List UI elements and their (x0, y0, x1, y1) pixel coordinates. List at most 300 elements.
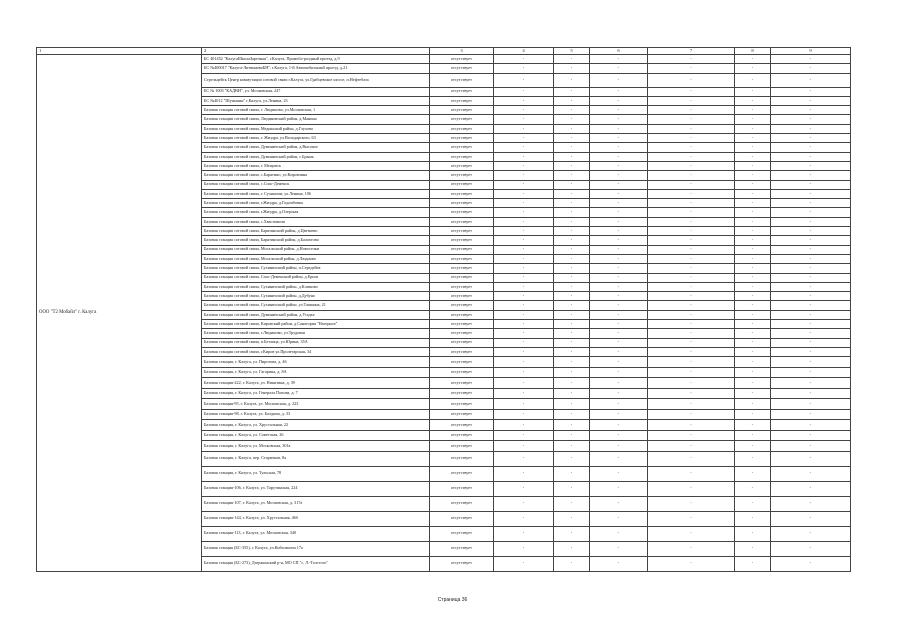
empty-value-cell: - (554, 208, 590, 217)
empty-value-cell: - (590, 292, 648, 301)
status-cell: отсутствует (430, 124, 494, 133)
empty-value-cell: - (494, 451, 554, 466)
register-table (36, 47, 851, 572)
status-cell: отсутствует (430, 87, 494, 96)
status-cell: отсутствует (430, 378, 494, 389)
empty-value-cell: - (590, 106, 648, 115)
empty-value-cell: - (554, 388, 590, 399)
empty-value-cell: - (590, 310, 648, 319)
empty-value-cell: - (590, 143, 648, 152)
empty-value-cell: - (771, 64, 851, 73)
empty-value-cell: - (771, 106, 851, 115)
empty-value-cell: - (648, 347, 735, 356)
empty-value-cell: - (648, 199, 735, 208)
empty-value-cell: - (735, 357, 771, 368)
empty-value-cell: - (735, 273, 771, 282)
station-name: Базовая станция сотовой связи, г. Жиздра, ул.Володарского, 63 (202, 134, 430, 143)
status-cell: отсутствует (430, 329, 494, 338)
empty-value-cell: - (648, 526, 735, 541)
empty-value-cell: - (771, 236, 851, 245)
empty-value-cell: - (648, 441, 735, 452)
empty-value-cell: - (771, 441, 851, 452)
empty-value-cell: - (590, 73, 648, 87)
empty-value-cell: - (494, 199, 554, 208)
status-cell: отсутствует (430, 161, 494, 170)
station-name: Базовая станция сотовой связи, Думиничский район, д.Усадье (202, 310, 430, 319)
empty-value-cell: - (648, 511, 735, 526)
empty-value-cell: - (494, 292, 554, 301)
status-cell: отсутствует (430, 511, 494, 526)
column-number: 4 (494, 48, 554, 55)
empty-value-cell: - (494, 96, 554, 105)
empty-value-cell: - (494, 245, 554, 254)
empty-value-cell: - (494, 208, 554, 217)
station-name: Базовая станция сотовой связи, г.Жиздра, д.Озерская (202, 208, 430, 217)
empty-value-cell: - (771, 217, 851, 226)
station-name: Базовая станция сотовой связи, Сухиничский район, д.Климово (202, 282, 430, 291)
empty-value-cell: - (590, 189, 648, 198)
station-name: Базовая станция сотовой связи, Барятинский район, д.Балахтово (202, 236, 430, 245)
empty-value-cell: - (494, 388, 554, 399)
column-number-row (37, 48, 851, 55)
empty-value-cell: - (735, 388, 771, 399)
empty-value-cell: - (554, 161, 590, 170)
empty-value-cell: - (554, 409, 590, 420)
empty-value-cell: - (771, 430, 851, 441)
empty-value-cell: - (735, 254, 771, 263)
empty-value-cell: - (494, 541, 554, 556)
empty-value-cell: - (554, 511, 590, 526)
empty-value-cell: - (590, 367, 648, 378)
empty-value-cell: - (771, 556, 851, 571)
station-name: Базовая станция сотовой связи, п.Бетлица, ул.Юрина, 35А (202, 338, 430, 347)
empty-value-cell: - (590, 541, 648, 556)
empty-value-cell: - (648, 152, 735, 161)
station-name: Базовая станция, г. Калуга, ул. Советская, 26 (202, 430, 430, 441)
empty-value-cell: - (554, 264, 590, 273)
empty-value-cell: - (648, 430, 735, 441)
station-name: Базовая станция-95, г. Калуга, ул. Московская, д. 223 (202, 399, 430, 410)
empty-value-cell: - (494, 441, 554, 452)
station-name: Базовая станция, г. Калуга, ул. Московская, 301а (202, 441, 430, 452)
empty-value-cell: - (590, 481, 648, 496)
empty-value-cell: - (554, 301, 590, 310)
empty-value-cell: - (771, 338, 851, 347)
empty-value-cell: - (735, 115, 771, 124)
status-cell: отсутствует (430, 171, 494, 180)
empty-value-cell: - (648, 496, 735, 511)
empty-value-cell: - (771, 273, 851, 282)
empty-value-cell: - (648, 466, 735, 481)
empty-value-cell: - (554, 338, 590, 347)
empty-value-cell: - (590, 420, 648, 431)
empty-value-cell: - (771, 511, 851, 526)
table-row (37, 55, 851, 64)
empty-value-cell: - (771, 399, 851, 410)
empty-value-cell: - (590, 134, 648, 143)
empty-value-cell: - (590, 301, 648, 310)
status-cell: отсутствует (430, 227, 494, 236)
empty-value-cell: - (494, 143, 554, 152)
empty-value-cell: - (494, 115, 554, 124)
empty-value-cell: - (590, 236, 648, 245)
empty-value-cell: - (494, 329, 554, 338)
empty-value-cell: - (648, 320, 735, 329)
empty-value-cell: - (590, 388, 648, 399)
empty-value-cell: - (494, 511, 554, 526)
station-name: Базовая станция, г. Калуга, ул. Тульская, 78 (202, 466, 430, 481)
empty-value-cell: - (554, 180, 590, 189)
empty-value-cell: - (554, 430, 590, 441)
empty-value-cell: - (735, 430, 771, 441)
status-cell: отсутствует (430, 208, 494, 217)
empty-value-cell: - (554, 217, 590, 226)
empty-value-cell: - (735, 556, 771, 571)
empty-value-cell: - (494, 466, 554, 481)
empty-value-cell: - (648, 134, 735, 143)
empty-value-cell: - (554, 199, 590, 208)
empty-value-cell: - (735, 134, 771, 143)
empty-value-cell: - (554, 329, 590, 338)
empty-value-cell: - (735, 320, 771, 329)
empty-value-cell: - (590, 347, 648, 356)
empty-value-cell: - (771, 451, 851, 466)
empty-value-cell: - (590, 556, 648, 571)
empty-value-cell: - (554, 171, 590, 180)
station-name: Базовая станция-222, г. Калуга, ул. Никитина, д. 39 (202, 378, 430, 389)
column-number: 8 (735, 48, 771, 55)
empty-value-cell: - (648, 556, 735, 571)
status-cell: отсутствует (430, 441, 494, 452)
organization-name: ООО "Т2 Мобайл" г. Калуга (37, 55, 202, 572)
empty-value-cell: - (590, 451, 648, 466)
empty-value-cell: - (648, 451, 735, 466)
status-cell: отсутствует (430, 73, 494, 87)
station-name: Базовая станция сотовой связи, г. Мещовск (202, 161, 430, 170)
status-cell: отсутствует (430, 556, 494, 571)
empty-value-cell: - (735, 217, 771, 226)
empty-value-cell: - (735, 496, 771, 511)
empty-value-cell: - (494, 189, 554, 198)
empty-value-cell: - (590, 357, 648, 368)
empty-value-cell: - (735, 367, 771, 378)
station-name: Базовая станция сотовой связи, Думиничский район, с.Брынь (202, 152, 430, 161)
empty-value-cell: - (554, 310, 590, 319)
empty-value-cell: - (648, 329, 735, 338)
empty-value-cell: - (648, 541, 735, 556)
empty-value-cell: - (735, 511, 771, 526)
status-cell: отсутствует (430, 180, 494, 189)
station-name: Базовая станция-98, г. Калуга, ул. Болдина, д. 33 (202, 409, 430, 420)
status-cell: отсутствует (430, 143, 494, 152)
empty-value-cell: - (771, 347, 851, 356)
empty-value-cell: - (648, 273, 735, 282)
station-name: Базовая станция-106, г. Калуга, ул. Тарутинская, 224 (202, 481, 430, 496)
empty-value-cell: - (648, 208, 735, 217)
empty-value-cell: - (735, 378, 771, 389)
status-cell: отсутствует (430, 254, 494, 263)
station-name: Базовая станция сотовой связи, Сухиничский район, д.Дубуно (202, 292, 430, 301)
status-cell: отсутствует (430, 64, 494, 73)
empty-value-cell: - (590, 496, 648, 511)
status-cell: отсутствует (430, 338, 494, 347)
empty-value-cell: - (735, 541, 771, 556)
empty-value-cell: - (771, 310, 851, 319)
station-name: Базовая станция сотовой связи, г. Людиново, ул.Московская, 1 (202, 106, 430, 115)
empty-value-cell: - (494, 180, 554, 189)
station-name: Базовая станция сотовой связи, Мосальский район, д.Людново (202, 254, 430, 263)
status-cell: отсутствует (430, 152, 494, 161)
empty-value-cell: - (494, 87, 554, 96)
empty-value-cell: - (554, 236, 590, 245)
status-cell: отсутствует (430, 481, 494, 496)
empty-value-cell: - (648, 399, 735, 410)
empty-value-cell: - (735, 171, 771, 180)
empty-value-cell: - (648, 245, 735, 254)
station-name: Базовая станция сотовой связи, Людиновский район, д.Манино (202, 115, 430, 124)
station-name: Базовая станция (БС-355), г. Калуга, ул.Кибальчича 17а (202, 541, 430, 556)
empty-value-cell: - (554, 378, 590, 389)
empty-value-cell: - (771, 264, 851, 273)
empty-value-cell: - (648, 227, 735, 236)
empty-value-cell: - (735, 292, 771, 301)
empty-value-cell: - (554, 526, 590, 541)
status-cell: отсутствует (430, 526, 494, 541)
empty-value-cell: - (494, 338, 554, 347)
empty-value-cell: - (648, 64, 735, 73)
empty-value-cell: - (771, 55, 851, 64)
empty-value-cell: - (648, 55, 735, 64)
status-cell: отсутствует (430, 292, 494, 301)
empty-value-cell: - (590, 199, 648, 208)
status-cell: отсутствует (430, 347, 494, 356)
empty-value-cell: - (648, 236, 735, 245)
empty-value-cell: - (494, 73, 554, 87)
empty-value-cell: - (494, 347, 554, 356)
empty-value-cell: - (590, 124, 648, 133)
empty-value-cell: - (494, 526, 554, 541)
empty-value-cell: - (554, 292, 590, 301)
empty-value-cell: - (648, 338, 735, 347)
empty-value-cell: - (590, 152, 648, 161)
empty-value-cell: - (771, 96, 851, 105)
empty-value-cell: - (648, 217, 735, 226)
empty-value-cell: - (648, 87, 735, 96)
station-name: Базовая станция, г. Калуга, ул. Хрустальная, 22 (202, 420, 430, 431)
empty-value-cell: - (771, 301, 851, 310)
empty-value-cell: - (735, 420, 771, 431)
empty-value-cell: - (554, 152, 590, 161)
empty-value-cell: - (590, 254, 648, 263)
empty-value-cell: - (554, 134, 590, 143)
column-number: 6 (590, 48, 648, 55)
status-cell: отсутствует (430, 236, 494, 245)
station-name: Базовая станция сотовой связи, Барятинский район, д.Цветнево (202, 227, 430, 236)
empty-value-cell: - (590, 87, 648, 96)
empty-value-cell: - (494, 367, 554, 378)
station-name: Базовая станция сотовой связи, Сухиничский район, п.Середейск (202, 264, 430, 273)
empty-value-cell: - (590, 526, 648, 541)
empty-value-cell: - (590, 245, 648, 254)
empty-value-cell: - (554, 124, 590, 133)
status-cell: отсутствует (430, 541, 494, 556)
column-number: 7 (648, 48, 735, 55)
empty-value-cell: - (554, 115, 590, 124)
empty-value-cell: - (648, 180, 735, 189)
empty-value-cell: - (554, 481, 590, 496)
empty-value-cell: - (735, 189, 771, 198)
empty-value-cell: - (554, 254, 590, 263)
empty-value-cell: - (648, 301, 735, 310)
empty-value-cell: - (771, 526, 851, 541)
status-cell: отсутствует (430, 451, 494, 466)
empty-value-cell: - (494, 273, 554, 282)
empty-value-cell: - (771, 227, 851, 236)
empty-value-cell: - (648, 171, 735, 180)
table-body (37, 48, 851, 572)
station-name: Стрельцейск Центр коммутации сотовой связи г.Калуга, ул.Грабцевское шоссе, п.Нефтебаза (202, 73, 430, 87)
empty-value-cell: - (494, 409, 554, 420)
empty-value-cell: - (554, 245, 590, 254)
station-name: Базовая станция сотовой связи, г.Киров ул.Пролетарская, 34 (202, 347, 430, 356)
empty-value-cell: - (771, 388, 851, 399)
empty-value-cell: - (590, 329, 648, 338)
status-cell: отсутствует (430, 430, 494, 441)
empty-value-cell: - (771, 378, 851, 389)
empty-value-cell: - (590, 378, 648, 389)
empty-value-cell: - (771, 496, 851, 511)
empty-value-cell: - (735, 143, 771, 152)
empty-value-cell: - (771, 161, 851, 170)
empty-value-cell: - (494, 217, 554, 226)
empty-value-cell: - (771, 541, 851, 556)
empty-value-cell: - (554, 420, 590, 431)
empty-value-cell: - (735, 301, 771, 310)
station-name: Базовая станция сотовой связи, Кировский район, д.Санатория "Нагорное" (202, 320, 430, 329)
status-cell: отсутствует (430, 282, 494, 291)
empty-value-cell: - (554, 466, 590, 481)
empty-value-cell: - (735, 236, 771, 245)
empty-value-cell: - (735, 264, 771, 273)
empty-value-cell: - (735, 73, 771, 87)
empty-value-cell: - (590, 161, 648, 170)
empty-value-cell: - (771, 481, 851, 496)
empty-value-cell: - (494, 320, 554, 329)
empty-value-cell: - (494, 378, 554, 389)
station-name: Базовая станция сотовой связи, Мосальский район, д.Новоселки (202, 245, 430, 254)
column-number: 3 (430, 48, 494, 55)
empty-value-cell: - (735, 152, 771, 161)
empty-value-cell: - (771, 409, 851, 420)
empty-value-cell: - (590, 466, 648, 481)
empty-value-cell: - (735, 245, 771, 254)
empty-value-cell: - (494, 236, 554, 245)
station-name: Базовая станция, г. Калуга, ул. Гагарина, д. 8А (202, 367, 430, 378)
status-cell: отсутствует (430, 409, 494, 420)
status-cell: отсутствует (430, 310, 494, 319)
empty-value-cell: - (494, 264, 554, 273)
empty-value-cell: - (494, 152, 554, 161)
empty-value-cell: - (648, 143, 735, 152)
empty-value-cell: - (590, 273, 648, 282)
empty-value-cell: - (735, 180, 771, 189)
empty-value-cell: - (590, 180, 648, 189)
station-name: Базовая станция сотовой связи, с.Спас-Деменск (202, 180, 430, 189)
empty-value-cell: - (648, 161, 735, 170)
empty-value-cell: - (735, 124, 771, 133)
empty-value-cell: - (771, 254, 851, 263)
empty-value-cell: - (494, 106, 554, 115)
station-name: Базовая станция, г. Калуга, пер. Старичков, 8а (202, 451, 430, 466)
empty-value-cell: - (648, 388, 735, 399)
empty-value-cell: - (554, 556, 590, 571)
empty-value-cell: - (648, 310, 735, 319)
empty-value-cell: - (735, 481, 771, 496)
station-name: Базовая станция сотовой связи, с.Хвастовичи (202, 217, 430, 226)
status-cell: отсутствует (430, 320, 494, 329)
empty-value-cell: - (648, 481, 735, 496)
station-name: Базовая станция-107, г. Калуга, ул. Московская, д. 317а (202, 496, 430, 511)
empty-value-cell: - (771, 180, 851, 189)
empty-value-cell: - (771, 466, 851, 481)
empty-value-cell: - (771, 292, 851, 301)
station-name: БС № 1003 "КАДВИ", ул. Московская, 247 (202, 87, 430, 96)
empty-value-cell: - (648, 115, 735, 124)
empty-value-cell: - (771, 152, 851, 161)
empty-value-cell: - (494, 430, 554, 441)
empty-value-cell: - (735, 329, 771, 338)
empty-value-cell: - (494, 310, 554, 319)
station-name: Базовая станция сотовой связи, Медынский район, д.Глухово (202, 124, 430, 133)
empty-value-cell: - (554, 320, 590, 329)
empty-value-cell: - (590, 399, 648, 410)
empty-value-cell: - (554, 496, 590, 511)
empty-value-cell: - (771, 87, 851, 96)
station-name: Базовая станция-113, г. Калуга, ул. Московская, 340 (202, 526, 430, 541)
empty-value-cell: - (771, 73, 851, 87)
station-name: Базовая станция сотовой связи, Думиничский район, д.Высокое (202, 143, 430, 152)
document-sheet (36, 47, 850, 572)
empty-value-cell: - (771, 282, 851, 291)
empty-value-cell: - (494, 55, 554, 64)
status-cell: отсутствует (430, 106, 494, 115)
status-cell: отсутствует (430, 96, 494, 105)
station-name: Базовая станция сотовой связи, Сухиничский район, ул.Ташкина, 21 (202, 301, 430, 310)
empty-value-cell: - (554, 441, 590, 452)
empty-value-cell: - (590, 338, 648, 347)
station-name: Базовая станция сотовой связи, Спас-Деменский район, д.Ерши (202, 273, 430, 282)
status-cell: отсутствует (430, 134, 494, 143)
empty-value-cell: - (648, 367, 735, 378)
empty-value-cell: - (735, 55, 771, 64)
empty-value-cell: - (554, 399, 590, 410)
status-cell: отсутствует (430, 301, 494, 310)
station-name: БС 401452 "КалугаШколаЗаречная", г.Калуга, Промобл-роздный проезд, д.9 (202, 55, 430, 64)
empty-value-cell: - (735, 64, 771, 73)
empty-value-cell: - (554, 64, 590, 73)
empty-value-cell: - (590, 227, 648, 236)
empty-value-cell: - (590, 64, 648, 73)
empty-value-cell: - (648, 282, 735, 291)
empty-value-cell: - (771, 208, 851, 217)
empty-value-cell: - (771, 143, 851, 152)
empty-value-cell: - (771, 189, 851, 198)
status-cell: отсутствует (430, 245, 494, 254)
status-cell: отсутствует (430, 420, 494, 431)
station-name: БС №4012 "Шуньшин" г.Калуга, ул.Ленина, 23 (202, 96, 430, 105)
empty-value-cell: - (771, 171, 851, 180)
empty-value-cell: - (590, 409, 648, 420)
